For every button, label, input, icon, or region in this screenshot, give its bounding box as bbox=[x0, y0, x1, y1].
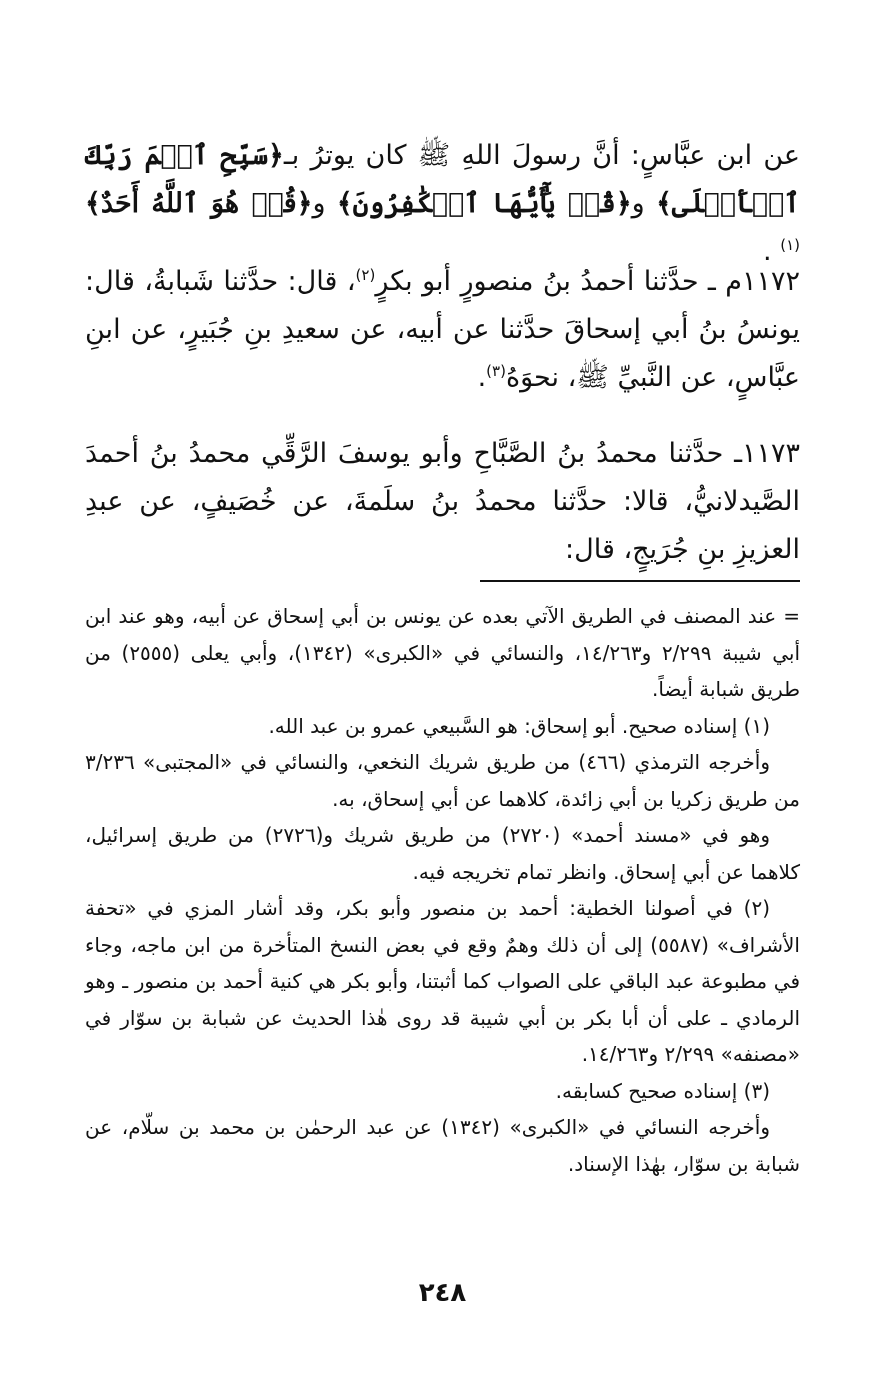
conjunction-text: و bbox=[631, 188, 657, 219]
hadith-text-1172m bbox=[85, 258, 800, 402]
hadith-text-1173: ١١٧٣ـ حدَّثنا محمدُ بنُ الصَّبَّاحِ وأبو يوسفَ الرَّقِّي محمدُ بنُ أحمدَ الصَّيدلانيُّ، قالا: حدَّثنا محمدُ بنُ سلَمةَ، عن خُصَيفٍ، عن عبدِ العزيزِ بنِ جُرَيجٍ، قال: bbox=[85, 438, 800, 565]
sentence-end: . bbox=[763, 236, 781, 267]
footnotes-section bbox=[85, 598, 800, 1182]
footnote-2: (٢) في أصولنا الخطية: أحمد بن منصور وأبو بكر، وقد أشار المزي في «تحفة الأشراف» (٥٥٨٧) إلى أن ذلك وهمٌ وقع في بعض النسخ المتأخرة من ابن ماجه، وجاء في مطبوعة عبد الباقي على الصواب كما أثبتنا، وأبو بكر هي كنية أحمد بن منصور ـ وهو الرمادي ـ على أن أبا بكر بن أبي شيبة قد روى هٰذا الحديث عن شبابة بن سوّار في «مصنفه» ٢/٢٩٩ و١٤/٢٦٣. bbox=[85, 896, 800, 1066]
footnote-1-heading: (١) إسناده صحيح. أبو إسحاق: هو السَّبيعي عمرو بن عبد الله. bbox=[268, 713, 770, 738]
footnote-separator bbox=[480, 580, 800, 582]
footnote-ref-1[interactable]: (١) bbox=[780, 236, 800, 254]
quran-verse-al-kafirun: ﴿قُلۡ يَٰٓأَيُّهَا ٱلۡكَٰفِرُونَ﴾ bbox=[336, 188, 632, 219]
hadith-chain-text: ، قال: حدَّثنا شَبابةُ، قال: يونسُ بنُ أبي إسحاقَ حدَّثنا عن أبيه، عن سعيدِ بنِ جُبَيرٍ، عن ابنِ عبَّاسٍ، عن النَّبيِّ ﷺ، نحوَهُ bbox=[85, 266, 800, 393]
footnote-ref-2[interactable]: (٢) bbox=[355, 266, 376, 284]
conjunction-text: و bbox=[312, 188, 337, 219]
footnote-ref-3[interactable]: (٣) bbox=[486, 362, 506, 380]
hadith-text-1171-end bbox=[85, 132, 800, 276]
quran-verse-al-ikhlas: ﴿قُلۡ هُوَ ٱللَّهُ أَحَدٌ﴾ bbox=[85, 188, 313, 219]
footnote-1-body: وأخرجه الترمذي (٤٦٦) من طريق شريك النخعي، والنسائي في «المجتبى» ٣/٢٣٦ من طريق زكريا بن أبي زائدة، كلاهما عن أبي إسحاق، به. bbox=[85, 750, 800, 811]
hadith-narration-text: عن ابن عبَّاسٍ: أنَّ رسولَ اللهِ ﷺ كان يوترُ بـ bbox=[283, 140, 800, 171]
footnote-3-heading: (٣) إسناده صحيح كسابقه. bbox=[555, 1078, 770, 1103]
footnote-continuation: = عند المصنف في الطريق الآتي بعده عن يونس بن أبي إسحاق عن أبيه، وهو عند ابن أبي شيبة ٢/٢٩٩ و١٤/٢٦٣، والنسائي في «الكبرى» (١٣٤٢)، وأبي يعلى (٢٥٥٥) من طريق شبابة أيضاً. bbox=[85, 604, 801, 701]
footnote-3-body: وأخرجه النسائي في «الكبرى» (١٣٤٢) عن عبد الرحمٰن بن محمد بن سلّام، عن شبابة بن سوّار، بهٰذا الإسناد. bbox=[85, 1115, 800, 1176]
quran-verse-al-ala: ﴿سَبِّحِ ٱسۡمَ رَبِّكَ ٱلۡأَعۡلَى﴾ bbox=[85, 140, 800, 219]
page-number: ٢٤٨ bbox=[418, 1278, 467, 1308]
footnote-1-body: وهو في «مسند أحمد» (٢٧٢٠) من طريق شريك و(٢٧٢٦) من طريق إسرائيل، كلاهما عن أبي إسحاق. وانظر تمام تخريجه فيه. bbox=[85, 823, 800, 884]
hadith-chain-text: ١١٧٢م ـ حدَّثنا أحمدُ بنُ منصورٍ أبو بكرٍ bbox=[375, 266, 800, 297]
sentence-end: . bbox=[477, 362, 487, 393]
